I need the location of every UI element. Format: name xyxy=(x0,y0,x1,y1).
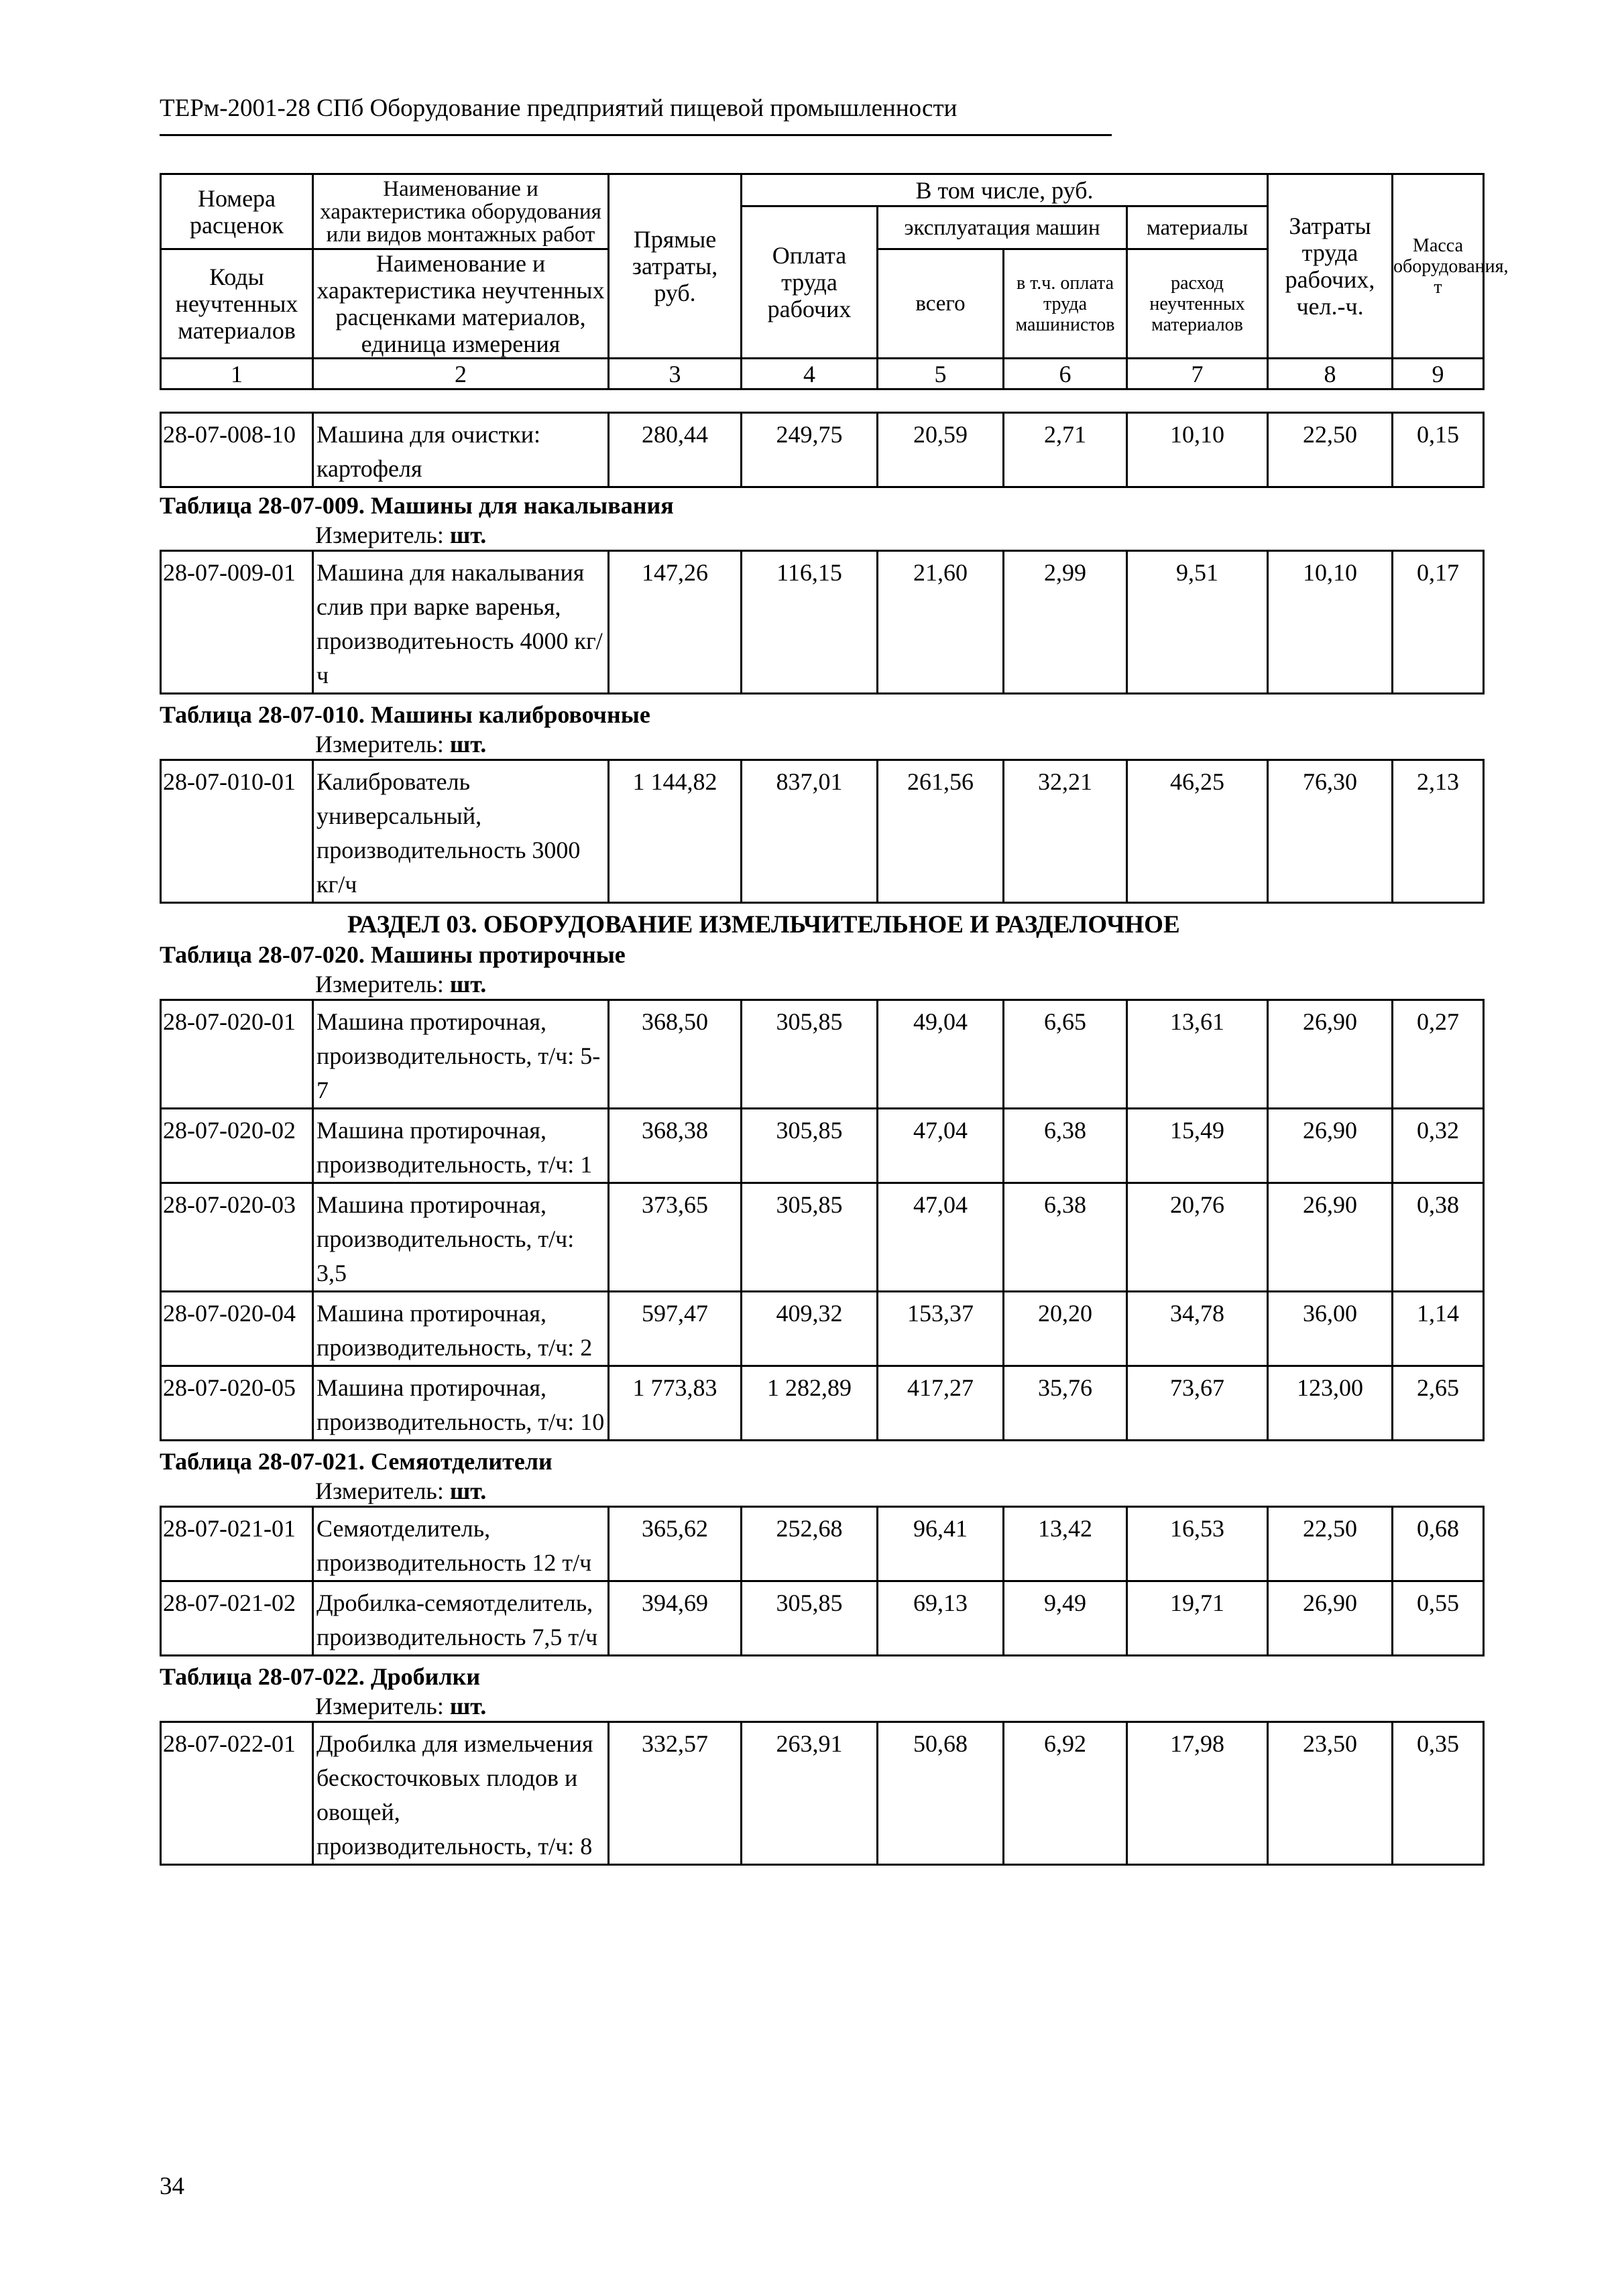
table-row xyxy=(161,1581,1484,1656)
equipment-mass: 0,35 xyxy=(1393,1722,1484,1865)
labor-hours: 10,10 xyxy=(1268,551,1393,694)
col-number: 4 xyxy=(742,359,878,389)
machine-total: 47,04 xyxy=(878,1183,1004,1292)
table-row xyxy=(161,1366,1484,1441)
header-work-name: Наименование и характеристика оборудования или видов монтажных работ xyxy=(313,174,609,249)
labor-hours: 22,50 xyxy=(1268,1507,1393,1581)
machine-total: 21,60 xyxy=(878,551,1004,694)
direct-costs: 365,62 xyxy=(609,1507,742,1581)
materials: 17,98 xyxy=(1127,1722,1268,1865)
table-28-07-021 xyxy=(160,1506,1485,1656)
equipment-name: Машина протирочная, производительность, т/ч: 5-7 xyxy=(313,1000,609,1109)
machinist-pay: 6,38 xyxy=(1004,1183,1127,1292)
machine-total: 50,68 xyxy=(878,1722,1004,1865)
table-row xyxy=(161,413,1484,487)
equipment-mass: 0,15 xyxy=(1393,413,1484,487)
direct-costs: 1 144,82 xyxy=(609,760,742,903)
header-equipment-mass: Масса оборудования, т xyxy=(1393,174,1484,359)
col-number: 1 xyxy=(161,359,313,389)
header-material-consumption: расход неучтенных материалов xyxy=(1127,249,1268,359)
direct-costs: 1 773,83 xyxy=(609,1366,742,1441)
direct-costs: 368,50 xyxy=(609,1000,742,1109)
table-caption: Таблица 28-07-020. Машины протирочные xyxy=(160,941,626,968)
title-underline xyxy=(160,134,1112,136)
unit-value: шт. xyxy=(449,731,487,758)
worker-pay: 249,75 xyxy=(742,413,878,487)
direct-costs: 368,38 xyxy=(609,1109,742,1183)
equipment-name: Машина протирочная, производительность, т/ч: 3,5 xyxy=(313,1183,609,1292)
labor-hours: 23,50 xyxy=(1268,1722,1393,1865)
table-caption: Таблица 28-07-009. Машины для накалывания xyxy=(160,492,674,519)
machinist-pay: 13,42 xyxy=(1004,1507,1127,1581)
rate-code: 28-07-020-01 xyxy=(161,1000,313,1109)
equipment-mass: 1,14 xyxy=(1393,1292,1484,1366)
header-material-codes: Коды неучтенных материалов xyxy=(161,249,313,359)
rate-code: 28-07-021-01 xyxy=(161,1507,313,1581)
machine-total: 96,41 xyxy=(878,1507,1004,1581)
equipment-mass: 2,13 xyxy=(1393,760,1484,903)
equipment-mass: 0,17 xyxy=(1393,551,1484,694)
labor-hours: 26,90 xyxy=(1268,1000,1393,1109)
unit-label: Измеритель: xyxy=(315,1693,444,1719)
direct-costs: 394,69 xyxy=(609,1581,742,1656)
materials: 15,49 xyxy=(1127,1109,1268,1183)
machinist-pay: 6,38 xyxy=(1004,1109,1127,1183)
col-number: 7 xyxy=(1127,359,1268,389)
machinist-pay: 2,99 xyxy=(1004,551,1127,694)
header-direct-costs: Прямые затраты, руб. xyxy=(609,174,742,359)
equipment-mass: 0,27 xyxy=(1393,1000,1484,1109)
equipment-mass: 0,38 xyxy=(1393,1183,1484,1292)
worker-pay: 305,85 xyxy=(742,1109,878,1183)
worker-pay: 1 282,89 xyxy=(742,1366,878,1441)
price-tables xyxy=(160,173,1509,1866)
unit-value: шт. xyxy=(449,1477,487,1504)
unit-value: шт. xyxy=(449,522,487,548)
materials: 13,61 xyxy=(1127,1000,1268,1109)
machinist-pay: 2,71 xyxy=(1004,413,1127,487)
materials: 73,67 xyxy=(1127,1366,1268,1441)
col-number: 8 xyxy=(1268,359,1393,389)
header-machine-total: всего xyxy=(878,249,1004,359)
rate-code: 28-07-020-04 xyxy=(161,1292,313,1366)
equipment-name: Семяотделитель, производительность 12 т/ч xyxy=(313,1507,609,1581)
rate-code: 28-07-020-05 xyxy=(161,1366,313,1441)
equipment-name: Калиброватель универсальный, производительность 3000 кг/ч xyxy=(313,760,609,903)
machinist-pay: 9,49 xyxy=(1004,1581,1127,1656)
machinist-pay: 6,92 xyxy=(1004,1722,1127,1865)
unit-of-measure xyxy=(160,1476,1483,1506)
labor-hours: 26,90 xyxy=(1268,1581,1393,1656)
machine-total: 261,56 xyxy=(878,760,1004,903)
machine-total: 20,59 xyxy=(878,413,1004,487)
header-labor-hours: Затраты труда рабочих, чел.-ч. xyxy=(1268,174,1393,359)
table-caption: Таблица 28-07-021. Семяотделители xyxy=(160,1448,553,1475)
equipment-name: Машина для очистки: картофеля xyxy=(313,413,609,487)
table-caption: Таблица 28-07-010. Машины калибровочные xyxy=(160,701,650,728)
col-number: 5 xyxy=(878,359,1004,389)
table-28-07-008-continuation xyxy=(160,412,1485,488)
header-machinist-pay: в т.ч. оплата труда машинистов xyxy=(1004,249,1127,359)
unit-label: Измеритель: xyxy=(315,971,444,998)
unit-of-measure xyxy=(160,729,1483,759)
direct-costs: 373,65 xyxy=(609,1183,742,1292)
rate-code: 28-07-010-01 xyxy=(161,760,313,903)
unit-label: Измеритель: xyxy=(315,1477,444,1504)
section-heading: РАЗДЕЛ 03. ОБОРУДОВАНИЕ ИЗМЕЛЬЧИТЕЛЬНОЕ И РАЗДЕЛОЧНОЕ xyxy=(347,911,1180,939)
machine-total: 47,04 xyxy=(878,1109,1004,1183)
col-number: 6 xyxy=(1004,359,1127,389)
equipment-mass: 2,65 xyxy=(1393,1366,1484,1441)
rate-code: 28-07-020-03 xyxy=(161,1183,313,1292)
machinist-pay: 35,76 xyxy=(1004,1366,1127,1441)
column-header-table xyxy=(160,173,1509,390)
worker-pay: 305,85 xyxy=(742,1581,878,1656)
worker-pay: 252,68 xyxy=(742,1507,878,1581)
materials: 9,51 xyxy=(1127,551,1268,694)
table-row xyxy=(161,1722,1484,1865)
machine-total: 417,27 xyxy=(878,1366,1004,1441)
rate-code: 28-07-009-01 xyxy=(161,551,313,694)
rate-code: 28-07-021-02 xyxy=(161,1581,313,1656)
labor-hours: 26,90 xyxy=(1268,1109,1393,1183)
table-row xyxy=(161,760,1484,903)
labor-hours: 26,90 xyxy=(1268,1183,1393,1292)
equipment-name: Машина протирочная, производительность, т/ч: 2 xyxy=(313,1292,609,1366)
table-28-07-020 xyxy=(160,999,1485,1441)
unit-of-measure xyxy=(160,1691,1483,1721)
table-28-07-022 xyxy=(160,1721,1485,1866)
worker-pay: 305,85 xyxy=(742,1000,878,1109)
materials: 34,78 xyxy=(1127,1292,1268,1366)
col-number: 3 xyxy=(609,359,742,389)
rate-code: 28-07-022-01 xyxy=(161,1722,313,1865)
equipment-mass: 0,68 xyxy=(1393,1507,1484,1581)
machine-total: 69,13 xyxy=(878,1581,1004,1656)
table-28-07-010 xyxy=(160,759,1485,904)
equipment-name: Дробилка-семяотделитель, производительность 7,5 т/ч xyxy=(313,1581,609,1656)
worker-pay: 116,15 xyxy=(742,551,878,694)
table-row xyxy=(161,1292,1484,1366)
table-row xyxy=(161,1109,1484,1183)
machinist-pay: 6,65 xyxy=(1004,1000,1127,1109)
materials: 16,53 xyxy=(1127,1507,1268,1581)
equipment-name: Машина для накалывания слив при варке варенья, производитеьность 4000 кг/ч xyxy=(313,551,609,694)
direct-costs: 280,44 xyxy=(609,413,742,487)
worker-pay: 837,01 xyxy=(742,760,878,903)
page-number: 34 xyxy=(160,2173,184,2200)
labor-hours: 76,30 xyxy=(1268,760,1393,903)
materials: 19,71 xyxy=(1127,1581,1268,1656)
equipment-name: Машина протирочная, производительность, т/ч: 10 xyxy=(313,1366,609,1441)
document-title: ТЕРм-2001-28 СПб Оборудование предприятий пищевой промышленности xyxy=(160,95,958,122)
table-row xyxy=(161,551,1484,694)
rate-code: 28-07-020-02 xyxy=(161,1109,313,1183)
worker-pay: 263,91 xyxy=(742,1722,878,1865)
equipment-name: Машина протирочная, производительность, т/ч: 1 xyxy=(313,1109,609,1183)
direct-costs: 332,57 xyxy=(609,1722,742,1865)
labor-hours: 123,00 xyxy=(1268,1366,1393,1441)
machinist-pay: 20,20 xyxy=(1004,1292,1127,1366)
unit-value: шт. xyxy=(449,1693,487,1719)
machine-total: 49,04 xyxy=(878,1000,1004,1109)
unit-label: Измеритель: xyxy=(315,731,444,758)
header-machine-operation: эксплуатация машин xyxy=(878,206,1127,249)
table-caption: Таблица 28-07-022. Дробилки xyxy=(160,1663,481,1690)
header-rate-numbers: Номера расценок xyxy=(161,174,313,249)
direct-costs: 597,47 xyxy=(609,1292,742,1366)
labor-hours: 22,50 xyxy=(1268,413,1393,487)
equipment-name: Дробилка для измельчения бескосточковых плодов и овощей, производительность, т/ч: 8 xyxy=(313,1722,609,1865)
table-row xyxy=(161,1183,1484,1292)
worker-pay: 409,32 xyxy=(742,1292,878,1366)
worker-pay: 305,85 xyxy=(742,1183,878,1292)
materials: 20,76 xyxy=(1127,1183,1268,1292)
header-materials: материалы xyxy=(1127,206,1268,249)
table-row xyxy=(161,1000,1484,1109)
materials: 10,10 xyxy=(1127,413,1268,487)
header-including: В том числе, руб. xyxy=(742,174,1268,206)
machinist-pay: 32,21 xyxy=(1004,760,1127,903)
equipment-mass: 0,55 xyxy=(1393,1581,1484,1656)
equipment-mass: 0,32 xyxy=(1393,1109,1484,1183)
table-28-07-009 xyxy=(160,550,1485,694)
unit-value: шт. xyxy=(449,971,487,998)
machine-total: 153,37 xyxy=(878,1292,1004,1366)
direct-costs: 147,26 xyxy=(609,551,742,694)
header-material-names: Наименование и характеристика неучтенных расценками материалов, единица измерения xyxy=(313,249,609,359)
rate-code: 28-07-008-10 xyxy=(161,413,313,487)
unit-of-measure xyxy=(160,969,1483,999)
header-worker-pay: Оплата труда рабочих xyxy=(742,206,878,359)
unit-label: Измеритель: xyxy=(315,522,444,548)
labor-hours: 36,00 xyxy=(1268,1292,1393,1366)
materials: 46,25 xyxy=(1127,760,1268,903)
col-number: 2 xyxy=(313,359,609,389)
table-row xyxy=(161,1507,1484,1581)
unit-of-measure xyxy=(160,520,1483,550)
col-number: 9 xyxy=(1393,359,1484,389)
